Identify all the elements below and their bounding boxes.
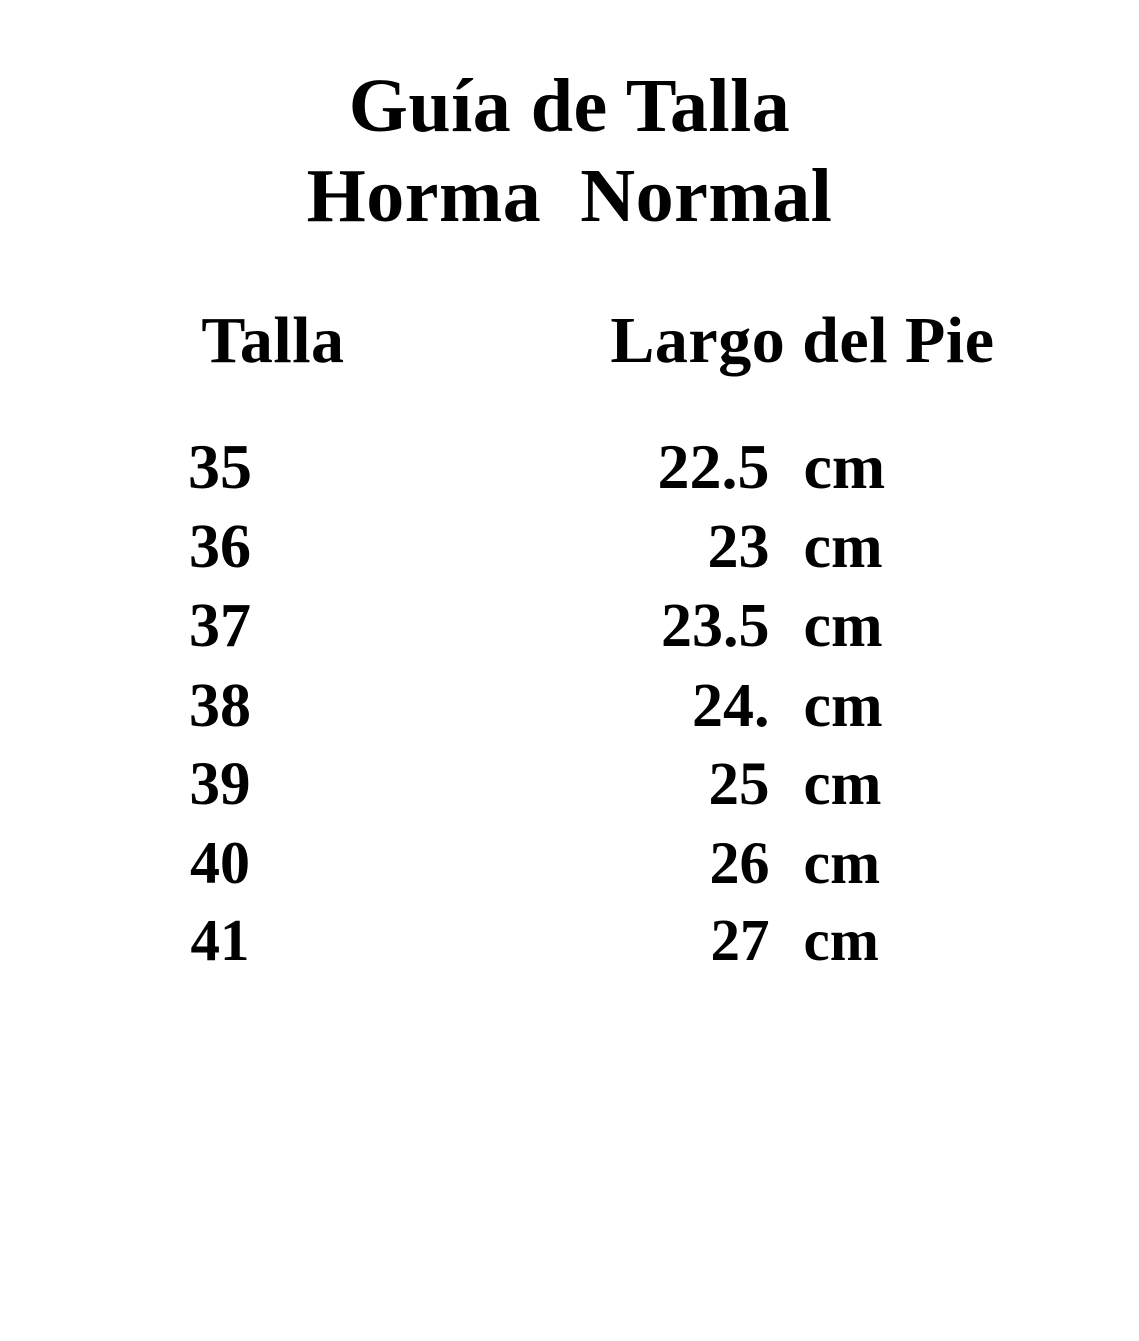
title-line-2: Horma Normal	[306, 153, 833, 238]
cell-length-unit: cm	[803, 671, 883, 740]
cell-length	[400, 751, 1099, 819]
cell-length	[400, 830, 1099, 897]
cell-length-value: 22.5	[657, 431, 770, 503]
table-row	[40, 672, 1099, 741]
page-title	[0, 0, 1139, 241]
cell-size: 35	[188, 431, 253, 503]
cell-length-unit: cm	[803, 592, 883, 661]
table-body	[0, 431, 1139, 973]
cell-length-unit: cm	[803, 829, 881, 896]
cell-size: 40	[190, 829, 251, 896]
table-row	[40, 751, 1099, 819]
cell-length-unit: cm	[803, 431, 886, 503]
table-row	[40, 513, 1099, 582]
cell-length-value: 23.5	[661, 592, 770, 661]
cell-size: 36	[189, 513, 252, 582]
cell-length-value: 25	[708, 751, 770, 819]
cell-length-value: 27	[710, 906, 770, 973]
cell-length	[400, 513, 1099, 582]
cell-size: 37	[189, 592, 252, 661]
column-header-length: Largo del Pie	[610, 304, 995, 378]
table-row	[40, 907, 1099, 973]
column-header-size: Talla	[201, 304, 345, 378]
cell-length	[400, 431, 1099, 503]
cell-size: 39	[189, 751, 251, 819]
title-line-1: Guía de Talla	[348, 64, 791, 148]
table-row	[40, 592, 1099, 661]
cell-length-unit: cm	[803, 513, 883, 582]
cell-length	[400, 592, 1099, 661]
cell-length	[400, 907, 1099, 973]
table-row	[40, 431, 1099, 503]
table-row	[40, 830, 1099, 897]
cell-length-value: 24.	[692, 671, 770, 740]
cell-size: 41	[190, 906, 250, 973]
cell-length-value: 26	[709, 829, 770, 896]
cell-length-unit: cm	[803, 906, 879, 973]
table-header-row	[0, 303, 1139, 379]
cell-size: 38	[189, 671, 252, 740]
cell-length-value: 23	[707, 513, 770, 582]
cell-length-unit: cm	[803, 751, 882, 819]
cell-length	[400, 672, 1099, 741]
